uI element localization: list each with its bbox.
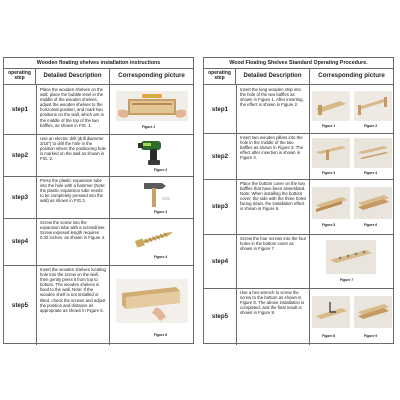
assembled-frame-photo <box>354 91 392 121</box>
step-label: step2 <box>204 133 237 179</box>
left-panel-title: Wooden floating shelves installation instructions <box>4 58 193 69</box>
screw-illustration <box>132 226 176 250</box>
step-label: step5 <box>204 288 237 345</box>
step-description: Insert two wooden pillars into the hole in the middle of the two baffles as shown in Figure 3. The effect after insertion is shown in Figure 4. <box>236 133 310 179</box>
electric-drill-illustration <box>138 137 168 167</box>
left-step-row <box>4 265 193 345</box>
figure-caption: Figure 9 <box>364 334 378 338</box>
screws-in-cover-photo <box>326 240 376 274</box>
step-label: step4 <box>4 218 37 265</box>
right-procedure-panel <box>203 57 394 344</box>
step-description: Place the wooden shelves on the wall, place the bubble level in the middle of the wooden shelves, adjust the wooden shelves to the horizontal position, and mark two positions on the wall, which are in the middle of the top of the two baffles, as shown in FIG. 1. <box>36 85 110 134</box>
figure-caption: Figure 2 <box>154 168 168 172</box>
step-label: step5 <box>4 265 37 345</box>
hammer-illustration <box>140 179 174 209</box>
right-step-row <box>204 288 393 345</box>
step-description: Insert the long wooden strip into the hole of the two baffles as shown in Figure 1. After inserting, the effect is shown in Figure 2. <box>236 85 310 133</box>
header-corresponding-picture: Corresponding picture <box>318 71 385 79</box>
figure-caption: Figure 8 <box>322 334 336 338</box>
figure-caption: Figure 6 <box>154 333 168 337</box>
step-description: Place the bottom cover on the two baffles that have been assembled. Note: When installing the bottom cover, the side with the three holes facing down, the installation effect is shown in Figure 6. <box>236 179 310 234</box>
figure-caption: Figure 2 <box>364 124 378 128</box>
step-picture <box>310 133 393 179</box>
right-step-row <box>204 179 393 235</box>
right-table-header <box>204 68 393 85</box>
step-picture <box>110 176 193 218</box>
header-detailed-description: Detailed Description <box>36 68 110 84</box>
step-picture <box>110 134 193 176</box>
left-instructions-panel <box>3 57 194 344</box>
right-step-row <box>204 133 393 180</box>
right-step-row <box>204 85 393 134</box>
step-description: Use an electric drill (drill diameter 3/16") to drill the hole in the position where the positioning hole is marked on the wall as shown in FIG. 2. <box>36 134 110 176</box>
header-operating-step: operating step <box>4 68 36 84</box>
step-picture <box>110 265 193 345</box>
header-detailed-description: Detailed Description <box>236 68 310 84</box>
left-step-row <box>4 134 193 177</box>
shelf-level-illustration <box>116 91 188 121</box>
step-label: step3 <box>204 179 237 234</box>
step-picture <box>110 218 193 265</box>
step-label: step1 <box>4 85 37 134</box>
step-description: Insert the wooden shelves locating hole into the screw on the wall, then gently press it from top to bottom. The wooden shelves is fixed to the wall. Note: If the wooden shelf is not installed or tilted, check the screws and adjust the position and distance as appropriate as shown in Figure 6. <box>36 265 110 345</box>
pillar-inserted-photo <box>354 138 392 168</box>
step-picture <box>310 234 393 288</box>
step-picture <box>110 85 193 134</box>
step-description: Screw the screw into the expansion tube with a screwdriver. Screw exposed length requires 0.32 inches. as shown in Figure 4. <box>36 218 110 265</box>
step-label: step3 <box>4 176 37 218</box>
step-label: step1 <box>204 85 237 133</box>
cover-installed-photo <box>354 187 392 219</box>
step-picture <box>310 179 393 234</box>
mounted-shelf-illustration <box>116 279 188 323</box>
header-operating-step: operating step <box>204 68 236 84</box>
step-label: step2 <box>4 134 37 176</box>
figure-caption: Figure 7 <box>340 278 354 282</box>
figure-caption: Figure 4 <box>154 255 168 259</box>
bottom-cover-photo <box>312 187 350 219</box>
figure-caption: Figure 3 <box>154 210 168 214</box>
header-corresponding-picture: Corresponding picture <box>118 71 185 79</box>
left-step-row <box>4 218 193 266</box>
left-table-header <box>4 68 193 85</box>
baffle-strip-photo <box>312 91 350 121</box>
left-step-row <box>4 176 193 219</box>
figure-caption: Figure 6 <box>364 223 378 227</box>
pillar-insert-photo <box>312 138 350 168</box>
final-result-photo <box>354 296 392 328</box>
figure-caption: Figure 1 <box>142 125 156 129</box>
step-picture <box>310 288 393 345</box>
right-step-row <box>204 234 393 289</box>
figure-caption: Figure 1 <box>322 124 336 128</box>
figure-caption: Figure 4 <box>364 171 378 175</box>
right-panel-title: Wood Floating Shelves Standard Operating Procedure. <box>204 58 393 69</box>
step-description: Screw the four screws into the four holes in the bottom cover as shown in Figure 7. <box>236 234 310 288</box>
hex-wrench-photo <box>312 296 350 328</box>
figure-caption: Figure 5 <box>322 223 336 227</box>
left-step-row <box>4 85 193 135</box>
step-description: Use a hex wrench to screw the screw to the bottom as shown in Figure 8. The above installation is completed, and the final result is shown in Figure 9. <box>236 288 310 345</box>
figure-caption: Figure 3 <box>322 171 336 175</box>
step-picture <box>310 85 393 133</box>
step-label: step4 <box>204 234 237 288</box>
step-description: Press the plastic expansion tube into the hole with a hammer (Note: the plastic expansion tube needs to be completely pressed into the wall) as shown in FIG.3. <box>36 176 110 218</box>
